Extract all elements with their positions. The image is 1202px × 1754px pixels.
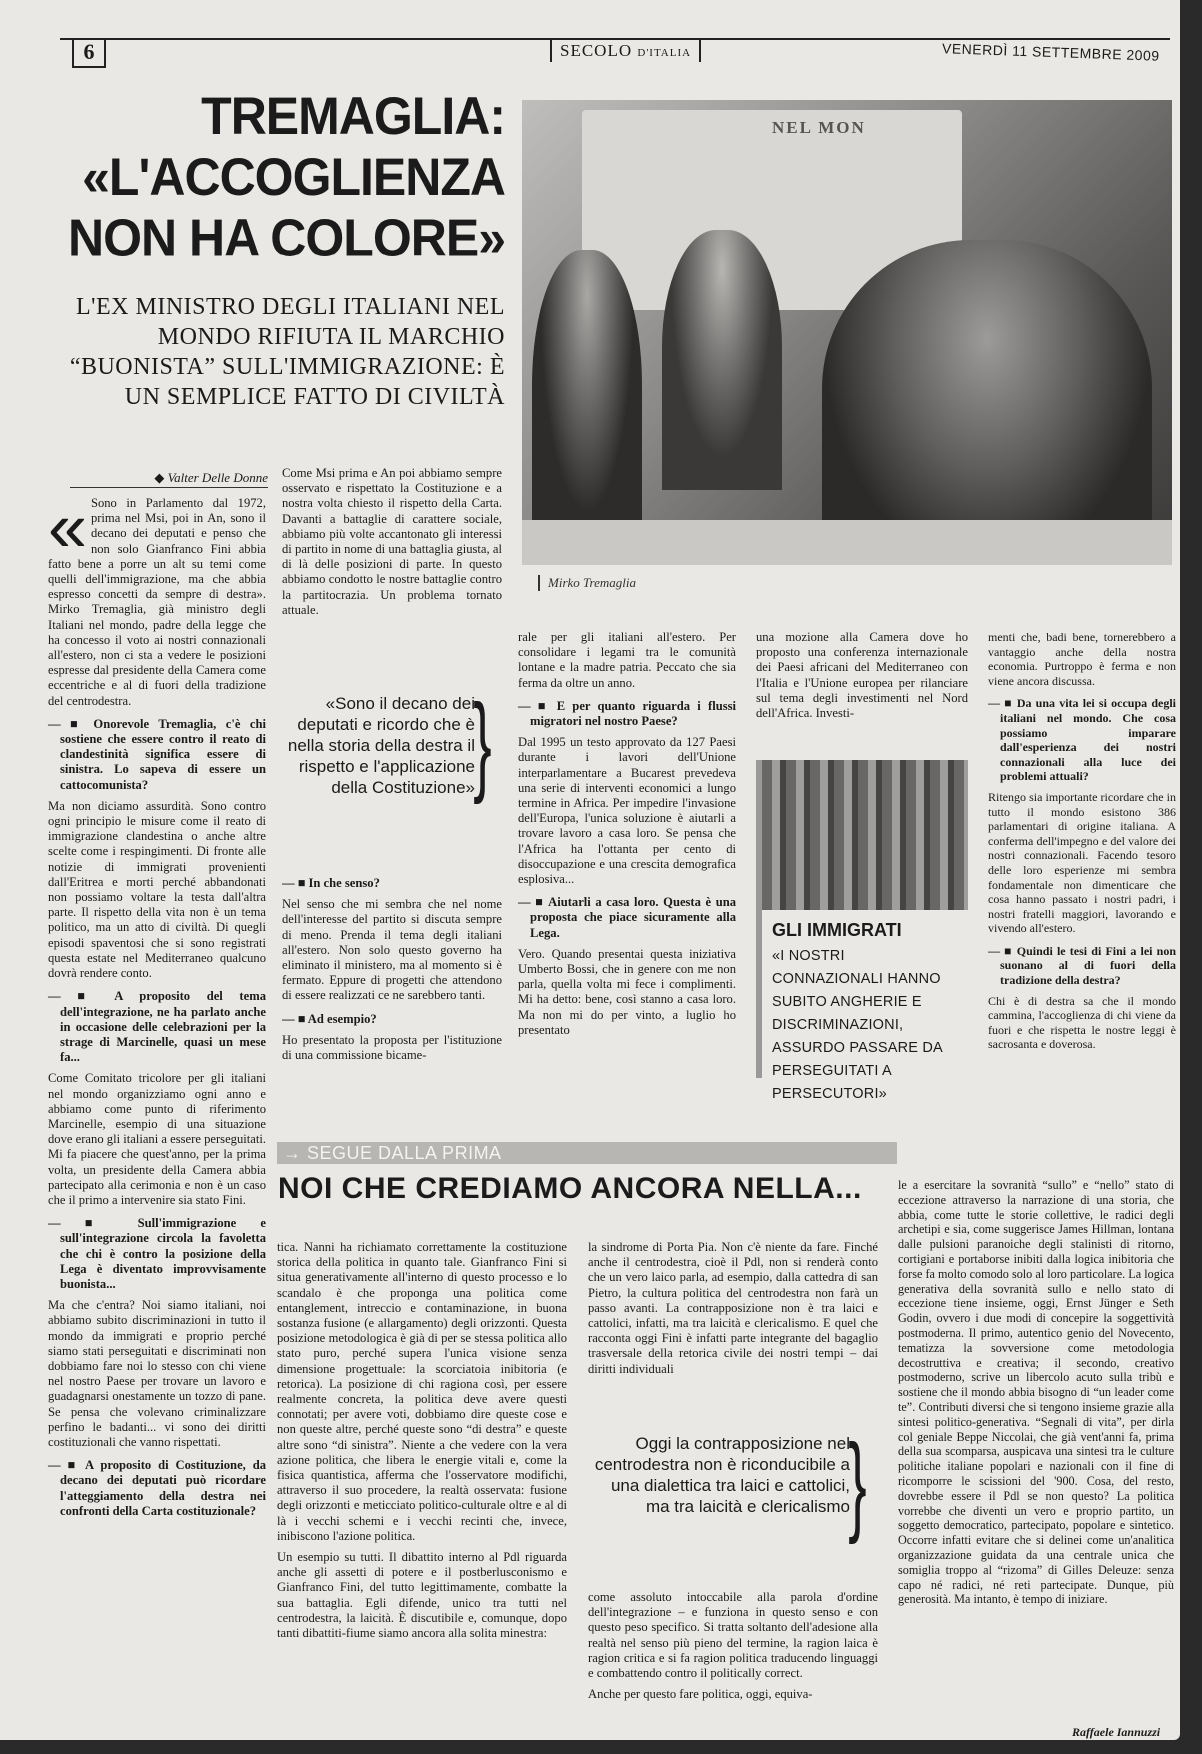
second-text: la sindrome di Porta Pia. Non c'è niente da fare. Finché anche il centrodestra, cioè il Pdl, non si renderà conto che un vero laico parla, ad esempio, dalla cattedra di san Pietro, la cultura politica del centrodestra non farà un passo avanti. La contrapposizione non è tra laici e cattolici, infatti, ma tra laicità e clericalismo. E quel che racconta oggi Fini è infatti parte integrante del bagaglio trasversale della retorica civile dei nostri tempi – dai diritti individuali [588, 1240, 878, 1376]
page-number: 6 [72, 38, 106, 68]
box-title: GLI IMMIGRATI [772, 920, 902, 940]
immigrants-box [756, 760, 968, 1102]
byline: ◆ Valter Delle Donne [70, 470, 268, 488]
answer: Come Comitato tricolore per gli italiani nel mondo organizziamo ogni anno e abbiamo come punto di riferimento Marcinelle, esempio di una situazione dove erano gli italiani a essere perseguitati. Mi fa piacere che quest'anno, per la prima volta, un presidente della Camera abbia partecipato alla cerimonia e non è un caso che il primo a intervenire sia stato Fini. [48, 1071, 266, 1207]
photo-desk [522, 520, 1172, 565]
question: — ■ A proposito di Costituzione, da decano dei deputati può ricordare l'atteggiamento della destra nei confronti della Carta costituzionale? [48, 1458, 266, 1518]
second-text: Un esempio su tutti. Il dibattito interno al Pdl riguarda anche gli assetti di potere e il postberlusconismo e Gianfranco Fini, del tutto legittimamente, combatte la sua battaglia. Egli difende, unico tra tutti nel centrodestra, la laicità. È discutibile e, comunque, dopo tanti dibattiti-fiume siamo ancora alla solita minestra: [277, 1550, 567, 1641]
question: — ■ Sull'immigrazione e sull'integrazione circola la favoletta che chi è contro la posizione della Lega è diventato improvvisamente buonista... [48, 1216, 266, 1291]
question: — ■ In che senso? [282, 876, 380, 890]
question: — ■ Ad esempio? [282, 1011, 377, 1026]
answer: Nel senso che mi sembra che nel nome dell'interesse del partito si discuta sempre di meno. Prenda il tema degli italiani all'estero. Non solo questo governo ha eliminato il ministero, ma al momento si è fermato. Eppure di progetti che attendono di essere realizzati ce ne sarebbero tanti. [282, 897, 502, 1003]
question: — ■ Da una vita lei si occupa degli italiani nel mondo. Che cosa possiamo imparare dall'esperienza dei nostri connazionali alla luce dei problemi attuali? [988, 696, 1176, 784]
article-subhead: L'EX MINISTRO DEGLI ITALIANI NEL MONDO RIFIUTA IL MARCHIO “BUONISTA” SULL'IMMIGRAZIONE: È UN SEMPLICE FATTO DI CIVILTÀ [69, 294, 505, 410]
photo-person-left [532, 250, 642, 550]
question: — ■ E per quanto riguarda i flussi migratori nel nostro Paese? [518, 698, 736, 729]
intro-text: Sono in Parlamento dal 1972, prima nel Msi, poi in An, sono il decano dei deputati e penso che non solo Gianfranco Fini abbia fatto bene a porre un alt su temi come quelli dell'immigrazione, ma che abbia espresso concetti da sempre di destra». Mirko Tremaglia, già ministro degli Italiani nel mondo, padre della legge che ha concesso il voto ai nostri connazionali all'estero, non ci sta a vedere le posizioni espresse dal presidente della Camera come eccentriche e al di fuori della tradizione del centrodestra. [48, 496, 266, 708]
second-text: Anche per questo fare politica, oggi, equiva- [588, 1687, 813, 1702]
answer: Chi è di destra sa che il mondo cammina, l'accoglienza di chi viene da fuori e che rispetta le nostre leggi è sacrosanta e doverosa. [988, 993, 1176, 1052]
photo-banner-text: NEL MON [772, 118, 866, 137]
masthead-title: SECOLO [560, 41, 633, 60]
photo-person-middle [662, 230, 782, 490]
column-4 [756, 630, 968, 740]
column-2-top [282, 466, 502, 646]
question: — ■ Onorevole Tremaglia, c'è chi sostiene che essere contro il reato di clandestinità significa essere di sinistra. Lo sapeva di essere un cattocomunista? [48, 716, 266, 792]
answer: Vero. Quando presentai questa iniziativa Umberto Bossi, che in genere con me non parla, quella volta mi fece i complimenti. Mi ha detto: bene, così stanno a casa loro. Ma non mi do per vinto, a luglio ho presentato [518, 946, 736, 1037]
column-2-bottom [282, 868, 502, 1138]
immigrants-photo [762, 760, 968, 910]
answer: Dal 1995 un testo approvato da 127 Paesi durante i lavori dell'Unione interparlamentare a Bucarest prevedeva una serie di interventi economici a lungo termine in Africa. Per impedire l'invasione dell'Europa, l'unica soluzione è aiutarli a trovare lavoro a casa loro. Se pensa che l'Africa ha l'ottanta per cento di disoccupazione e una crescita demografica esplosiva... [518, 735, 736, 887]
second-headline: NOI CHE CREDIAMO ANCORA NELLA... [278, 1172, 862, 1205]
answer: Ma non diciamo assurdità. Sono contro ogni principio le misure come il reato di immigrazione clandestina o anche altre scelte come i respingimenti. Di fronte alle notizie di immigrati provenienti dall'Eritrea e morti perché abbandonati non possiamo voltare la testa dall'altra parte. Il rispetto della vita non è un tema politico, ma un atto di civiltà. Di quegli episodi spaventosi che si sono registrati questa estate nel Mediterraneo qualcuno dovrà rendere conto. [48, 798, 266, 981]
pull-quote-2-text: Oggi la contrapposizione nel centrodestra non è riconducibile a una dialettica tra laici e cattolici, ma tra laicità e clericalismo [594, 1434, 850, 1516]
second-column-3 [898, 1178, 1174, 1723]
answer: menti che, badi bene, tornerebbero a vantaggio anche della nostra economia. Purtroppo è ferma e non viene ancora discussa. [988, 630, 1176, 688]
pull-quote-1-text: «Sono il decano dei deputati e ricordo che è nella storia della destra il rispetto e l'applicazione della Costituzione» [287, 694, 475, 797]
second-column-2-bottom [588, 1590, 878, 1730]
pull-quote-2 [590, 1422, 870, 1563]
second-text: le a esercitare la sovranità “sullo” e “nello” stato di eccezione attraverso la narrazione di una storia, che abbia, come tutte le storie collettive, le radici degli archetipi e sia, come suggerisce James Hillman, lontana dalle pulsioni paranoiche degli stalinisti di ritorno, cortigiani e portaborse inibiti dalla logica inibitoria che forse fa molto comodo solo al loro particolare. La logica generativa della sovranità sullo e nello stato di eccezione tiene insieme, oggi, Ernst Jünger e Seth Godin, ovvero i due modi di concepire la soggettività postmoderna. Il primo, autentico genio del Novecento, tematizza la sovversione come metodologia decostruttiva e creativa; il secondo, creativo postmoderno, scrive un libercolo acuto sulla tribù e sostiene che il mondo abbia bisogno di “un leader come te”. Contributi diversi che si tengono insieme grazie alla sintesi politico-generativa. “Segnali di vita”, per dirla col geniale Beppe Niccolai, che già vent'anni fa, prima della sua scomparsa, auspicava una sintesi tra le culture politiche italiane popolari e nazionali con il fine di ricomporre le scissioni del '900. Cosa, del resto, dovrebbe essere il Pdl se non questo? La politica vorrebbe che diventi un vero e proprio partito, un soggetto democratico, partecipato, popolare e sintetico. Occorre infatti evitare che si delinei come un'analitica organizzazione guidata da una centrale unica che somiglia troppo al “rizoma” di Gilles Deleuze: senza capo né radici, né reti partecipate. Dunque, più generosità. Ma intanto, è tempo di iniziare. [898, 1178, 1174, 1607]
question: — ■ Quindi le tesi di Fini a lei non suonano al di fuori della tradizione della destra? [988, 943, 1176, 988]
article-headline: TREMAGLIA: «L'ACCOGLIENZA NON HA COLORE» [68, 86, 505, 268]
answer: una mozione alla Camera dove ho proposto una conferenza internazionale dei Paesi africani del Mediterraneo con l'Italia e l'Unione europea per rilanciare sul tema degli investimenti nel Nord dell'Africa. Investi- [756, 630, 968, 721]
column-5 [988, 630, 1176, 1100]
column-1 [48, 488, 266, 1732]
photo-person-main [822, 240, 1152, 565]
intro-paragraph [48, 488, 266, 709]
photo-caption: Mirko Tremaglia [538, 575, 636, 591]
second-text: tica. Nanni ha richiamato correttamente la costituzione storica della politica in quanto tale. Gianfranco Fini si situa generativamente all'interno di questo processo e lo scandalo è che proponga una politica come entanglement, intreccio e contaminazione, in buona sostanza fusione (e allargamento) degli orizzonti. Questa posizione metodologica è già di per se stessa politica allo stato puro, perché supera l'unica visione senza dimensione progettuale: la scorciatoia inibitoria (e retorica). La posizione di chi ragiona così, per essere realmente concreta, la politica deve avere questi connotati; per avere voti, dobbiamo dire queste cose e non queste altre, perché queste sono “di destra” e queste altre sono “di sinistra”. Niente a che vedere con la vera azione politica, che libera le energie vitali e, come la fisica quantistica, afferma che l'osservatore modifichi, attraverso il suo procedere, la realtà osservata: fusione degli orizzonti e meticciato politico-culturale oltre e al di là i vecchi schemi e i vecchi recinti che, invece, inibiscono l'azione politica. [277, 1240, 567, 1543]
pull-quote-1 [275, 682, 495, 823]
answer: Ma che c'entra? Noi siamo italiani, noi abbiamo subito discriminazioni in tutto il mondo da immigrati e proprio perché siamo stati perseguitati e discriminati non dobbiamo fare noi lo stesso con chi viene nel nostro Paese per trovare un lavoro e guadagnarsi onestamente un tozzo di pane. Se pensa che volevano criminalizzare perfino le badanti... vi sono dei diritti costituzionali che vanno rispettati. [48, 1298, 266, 1449]
answer: Come Msi prima e An poi abbiamo sempre osservato e rispettato la Costituzione e a nostra volta chiesto il rispetto della Carta. Davanti a battaglie di carattere sociale, abbiamo più volte accantonato gli interessi di partito in nome di una battaglia giusta, al di là delle posizioni di parte. In questo abbiamo condotto le nostre battaglie contro la partitocrazia. Un problema tornato attuale. [282, 466, 502, 617]
page-header [60, 38, 1170, 68]
article-photo [522, 100, 1172, 565]
answer: rale per gli italiani all'estero. Per consolidare i legami tra le comunità lontane e la madre patria. Peccato che sia ferma da oltre un anno. [518, 630, 736, 690]
masthead [550, 40, 701, 62]
column-3 [518, 630, 736, 1090]
masthead-subtitle: D'ITALIA [637, 47, 692, 59]
answer: Ho presentato la proposta per l'istituzione di una commissione bicame- [282, 1032, 502, 1063]
brace-decoration: } [473, 682, 492, 805]
second-text: come assoluto intoccabile alla parola d'ordine dell'integrazione – e funziona in questo senso e con questo peso specifico. Si tratta soltanto dell'adesione alla realtà nel senso più pieno del termine, la ragion laica è ragion critica e si fa ragion politica traducendo linguaggi e combattendo contro il politically correct. [588, 1590, 878, 1681]
signature: Raffaele Iannuzzi [1072, 1725, 1161, 1739]
box-text: «I NOSTRI CONNAZIONALI HANNO SUBITO ANGHERIE E DISCRIMINAZIONI, ASSURDO PASSARE DA PERSEGUITATI A PERSECUTORI» [772, 948, 943, 1102]
question: — ■ A proposito del tema dell'integrazione, ne ha parlato anche in occasione delle celebrazioni per la strage di Marcinelle, quasi un mese fa... [48, 989, 266, 1065]
drop-quote-mark: « [48, 488, 87, 566]
brace-decoration: } [848, 1422, 867, 1545]
second-column-1 [277, 1240, 567, 1730]
segue-kicker: → SEGUE DALLA PRIMA [277, 1142, 897, 1164]
issue-date: VENERDÌ 11 SETTEMBRE 2009 [942, 40, 1161, 64]
answer: Ritengo sia importante ricordare che in tutto il mondo esistono 386 parlamentari di origine italiana. A conferma dell'impegno e del valore dei nostri connazionali. Facendo tesoro delle loro esperienze mi sembra fondamentale non dimenticare che cosa hanno passato i nostri padri, i nostri fratelli maggiori, lavorando e vivendo all'estero. [988, 789, 1176, 936]
question: — ■ Aiutarli a casa loro. Questa è una proposta che piace sicuramente alla Lega. [518, 895, 736, 940]
second-column-2-top [588, 1240, 878, 1420]
